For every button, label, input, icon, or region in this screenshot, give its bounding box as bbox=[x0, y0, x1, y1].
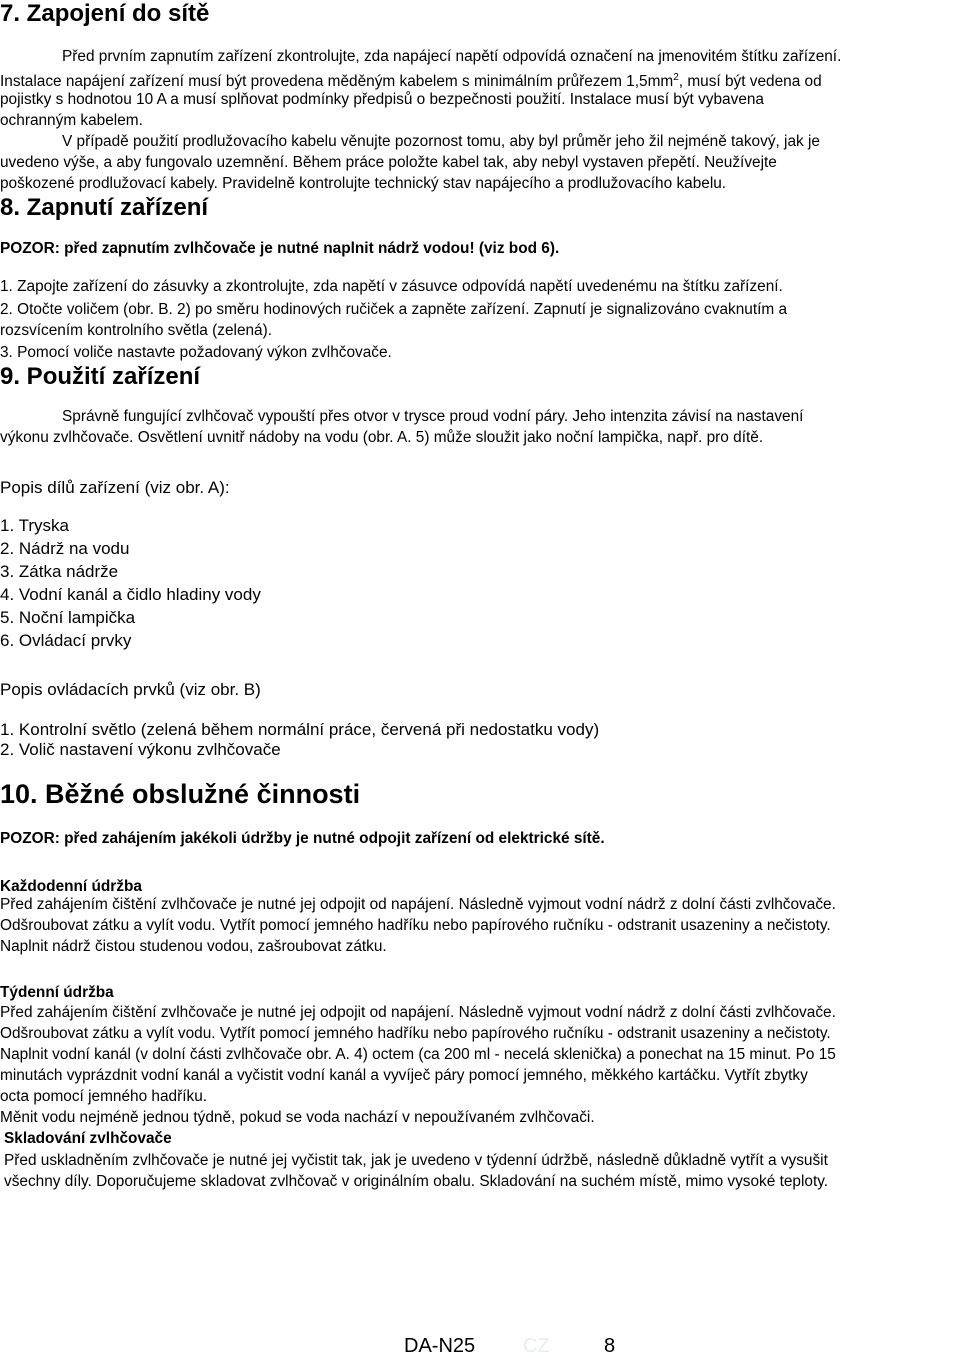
storage-line: Před uskladněním zvlhčovače je nutné jej vyčistit tak, jak je uvedeno v týdenní údržbě, následně důkladně vytřít a vysušit bbox=[4, 1152, 828, 1169]
controls-item: 1. Kontrolní světlo (zelená během normální práce, červená při nedostatku vody) bbox=[0, 720, 600, 739]
s8-warning: POZOR: před zapnutím zvlhčovače je nutné naplnit nádrž vodou! (viz bod 6). bbox=[0, 240, 560, 257]
weekly-line: Odšroubovat zátku a vylít vodu. Vytřít pomocí jemného hadříku nebo papírového ručníku - odstranit usazeniny a nečistoty. bbox=[0, 1025, 831, 1042]
s9-intro-line-1: Správně fungující zvlhčovač vypouští přes otvor v trysce proud vodní páry. Jeho intenzita závisí na nastavení bbox=[62, 408, 804, 425]
s8-step-2-line-1: 2. Otočte voličem (obr. B. 2) po směru hodinových ručiček a zapněte zařízení. Zapnutí je signalizováno cvaknutím a bbox=[0, 301, 788, 318]
storage-line: všechny díly. Doporučujeme skladovat zvlhčovač v originálním obalu. Skladování na suchém místě, mimo vysoké teploty. bbox=[4, 1173, 829, 1190]
weekly-line: octa pomocí jemného hadříku. bbox=[0, 1088, 208, 1105]
footer-language: CZ bbox=[523, 1335, 550, 1357]
s9-intro-line-2: výkonu zvlhčovače. Osvětlení uvnitř nádoby na vodu (obr. A. 5) může sloužit jako noční lampička, např. pro dítě. bbox=[0, 429, 764, 446]
parts-item: 5. Noční lampička bbox=[0, 608, 136, 627]
daily-maintenance-heading: Každodenní údržba bbox=[0, 878, 142, 895]
s7-line2-tail: , musí být vedena od bbox=[678, 73, 822, 91]
weekly-line: Před zahájením čištění zvlhčovače je nutné jej odpojit od napájení. Následně vyjmout vodní nádrž z dolní části zvlhčovače. bbox=[0, 1004, 836, 1021]
parts-item: 3. Zátka nádrže bbox=[0, 562, 119, 581]
s8-step-1: 1. Zapojte zařízení do zásuvky a zkontrolujte, zda napětí v zásuvce odpovídá napětí uvedenému na štítku zařízení. bbox=[0, 278, 783, 295]
parts-heading: Popis dílů zařízení (viz obr. A): bbox=[0, 478, 230, 497]
footer-page-number: 8 bbox=[604, 1335, 616, 1357]
s7-paragraph-1-line-3: pojistky s hodnotou 10 A a musí splňovat podmínky předpisů o bezpečnosti použití. Instalace musí být vybavena bbox=[0, 91, 764, 108]
weekly-maintenance-heading: Týdenní údržba bbox=[0, 984, 114, 1001]
parts-item: 2. Nádrž na vodu bbox=[0, 539, 130, 558]
footer-model: DA-N25 bbox=[404, 1335, 476, 1357]
s7-paragraph-2-line-2: uvedeno výše, a aby fungovalo uzemnění. Během práce položte kabel tak, aby nebyl vystaven přepětí. Neužívejte bbox=[0, 154, 777, 171]
section-10-title: 10. Běžné obslužné činnosti bbox=[0, 779, 361, 809]
s7-paragraph-1-line-1: Před prvním zapnutím zařízení zkontrolujte, zda napájecí napětí odpovídá označení na jmenovitém štítku zařízení. bbox=[62, 48, 842, 65]
s10-warning: POZOR: před zahájením jakékoli údržby je nutné odpojit zařízení od elektrické sítě. bbox=[0, 830, 605, 847]
s7-paragraph-2-line-3: poškozené prodlužovací kabely. Pravidelně kontrolujte technický stav napájecího a prodlužovacího kabelu. bbox=[0, 175, 727, 192]
controls-item: 2. Volič nastavení výkonu zvlhčovače bbox=[0, 740, 281, 759]
section-7-title: 7. Zapojení do sítě bbox=[0, 0, 210, 27]
s8-step-3: 3. Pomocí voliče nastavte požadovaný výkon zvlhčovače. bbox=[0, 344, 392, 361]
weekly-line: Měnit vodu nejméně jednou týdně, pokud se voda nachází v nepoužívaném zvlhčovači. bbox=[0, 1109, 595, 1126]
s7-paragraph-2-line-1: V případě použití prodlužovacího kabelu věnujte pozornost tomu, aby byl průměr jeho žil nejméně takový, jak je bbox=[62, 133, 820, 150]
daily-line: Odšroubovat zátku a vylít vodu. Vytřít pomocí jemného hadříku nebo papírového ručníku - odstranit usazeniny a nečistoty. bbox=[0, 917, 831, 934]
controls-heading: Popis ovládacích prvků (viz obr. B) bbox=[0, 680, 261, 699]
section-9-title: 9. Použití zařízení bbox=[0, 363, 201, 390]
parts-item: 6. Ovládací prvky bbox=[0, 631, 132, 650]
s7-line2-text: Instalace napájení zařízení musí být provedena měděným kabelem s minimálním průřezem 1,5mm bbox=[0, 73, 674, 91]
daily-line: Naplnit nádrž čistou studenou vodou, zašroubovat zátku. bbox=[0, 938, 387, 955]
weekly-line: Naplnit vodní kanál (v dolní části zvlhčovače obr. A. 4) octem (ca 200 ml - necelá sklenička) a ponechat na 15 minut. Po 15 bbox=[0, 1046, 836, 1063]
s7-paragraph-1-line-4: ochranným kabelem. bbox=[0, 112, 143, 129]
s8-step-2-line-2: rozsvícením kontrolního světla (zelená). bbox=[0, 322, 273, 339]
parts-item: 1. Tryska bbox=[0, 516, 69, 535]
superscript-2: 2 bbox=[673, 72, 679, 83]
weekly-line: minutách vyprázdnit vodní kanál a vyčistit vodní kanál a vyvíječ páry pomocí jemného, měkkého kartáčku. Vytřít zbytky bbox=[0, 1067, 808, 1084]
daily-line: Před zahájením čištění zvlhčovače je nutné jej odpojit od napájení. Následně vyjmout vodní nádrž z dolní části zvlhčovače. bbox=[0, 896, 836, 913]
parts-item: 4. Vodní kanál a čidlo hladiny vody bbox=[0, 585, 261, 604]
section-8-title: 8. Zapnutí zařízení bbox=[0, 194, 209, 221]
storage-heading: Skladování zvlhčovače bbox=[4, 1130, 172, 1147]
